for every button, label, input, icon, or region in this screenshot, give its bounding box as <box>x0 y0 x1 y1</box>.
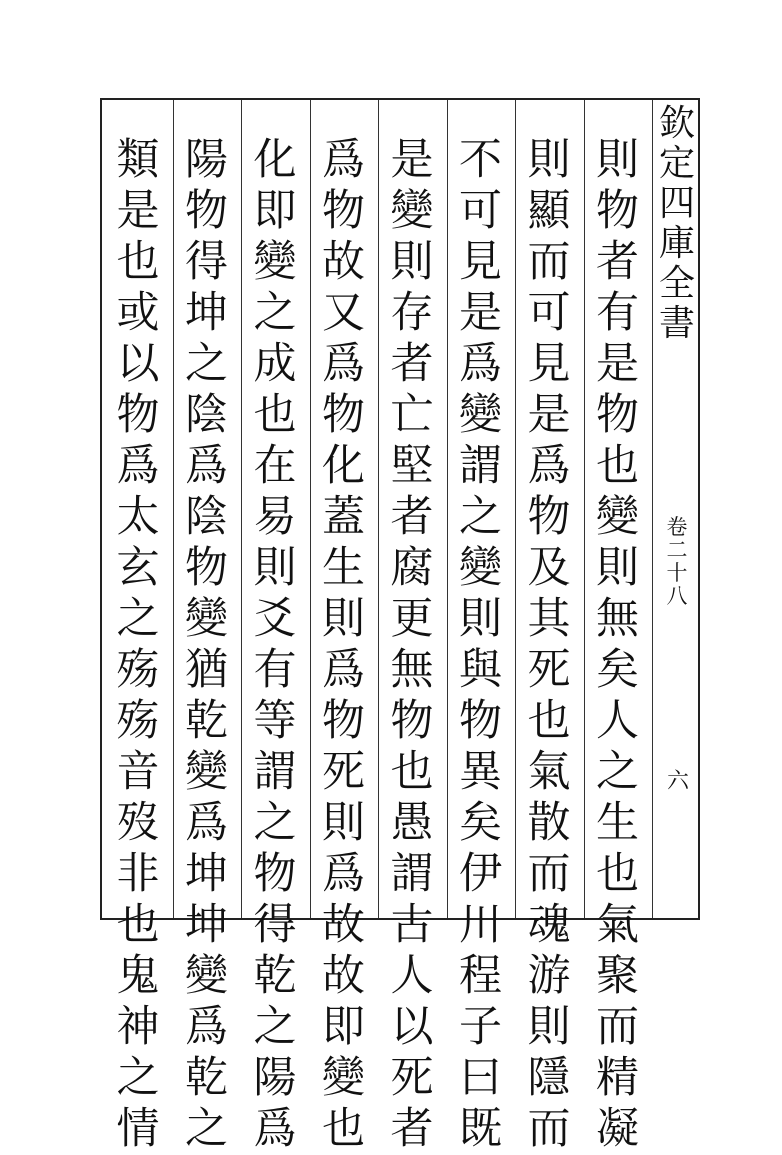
column-divider <box>241 100 242 918</box>
column-divider <box>447 100 448 918</box>
book-title: 欽 定 四 庫 全 書 <box>658 103 695 344</box>
text-column: 是 變 則 存 者 亡 堅 者 腐 更 無 物 也 愚 謂 古 人 以 死 者 <box>390 135 434 1154</box>
column-divider <box>310 100 311 918</box>
text-column: 陽 物 得 坤 之 陰 爲 陰 物 變 猶 乾 變 爲 坤 坤 變 爲 乾 之 <box>185 135 228 1154</box>
column-divider <box>652 100 653 918</box>
text-column: 爲 物 故 又 爲 物 化 蓋 生 則 爲 物 死 則 爲 故 故 即 變 也 <box>322 135 365 1154</box>
column-divider <box>584 100 585 918</box>
volume-number: 卷 二 十 八 <box>666 515 688 608</box>
text-column: 則 物 者 有 是 物 也 變 則 無 矣 人 之 生 也 氣 聚 而 精 凝 <box>596 135 639 1154</box>
text-column: 不 可 見 是 爲 變 謂 之 變 則 與 物 異 矣 伊 川 程 子 曰 既 <box>459 135 502 1154</box>
text-column: 化 即 變 之 成 也 在 易 則 爻 有 等 謂 之 物 得 乾 之 陽 爲 <box>253 135 297 1154</box>
page-number: 六 <box>667 769 690 794</box>
text-column: 類 是 也 或 以 物 爲 太 玄 之 殇 殇 音 歿 非 也 鬼 神 之 情 <box>116 135 160 1154</box>
text-column: 則 顯 而 可 見 是 爲 物 及 其 死 也 氣 散 而 魂 游 則 隱 而 <box>527 135 571 1154</box>
column-divider <box>378 100 379 918</box>
column-divider <box>515 100 516 918</box>
page-margin-strip <box>657 103 697 794</box>
column-divider <box>173 100 174 918</box>
